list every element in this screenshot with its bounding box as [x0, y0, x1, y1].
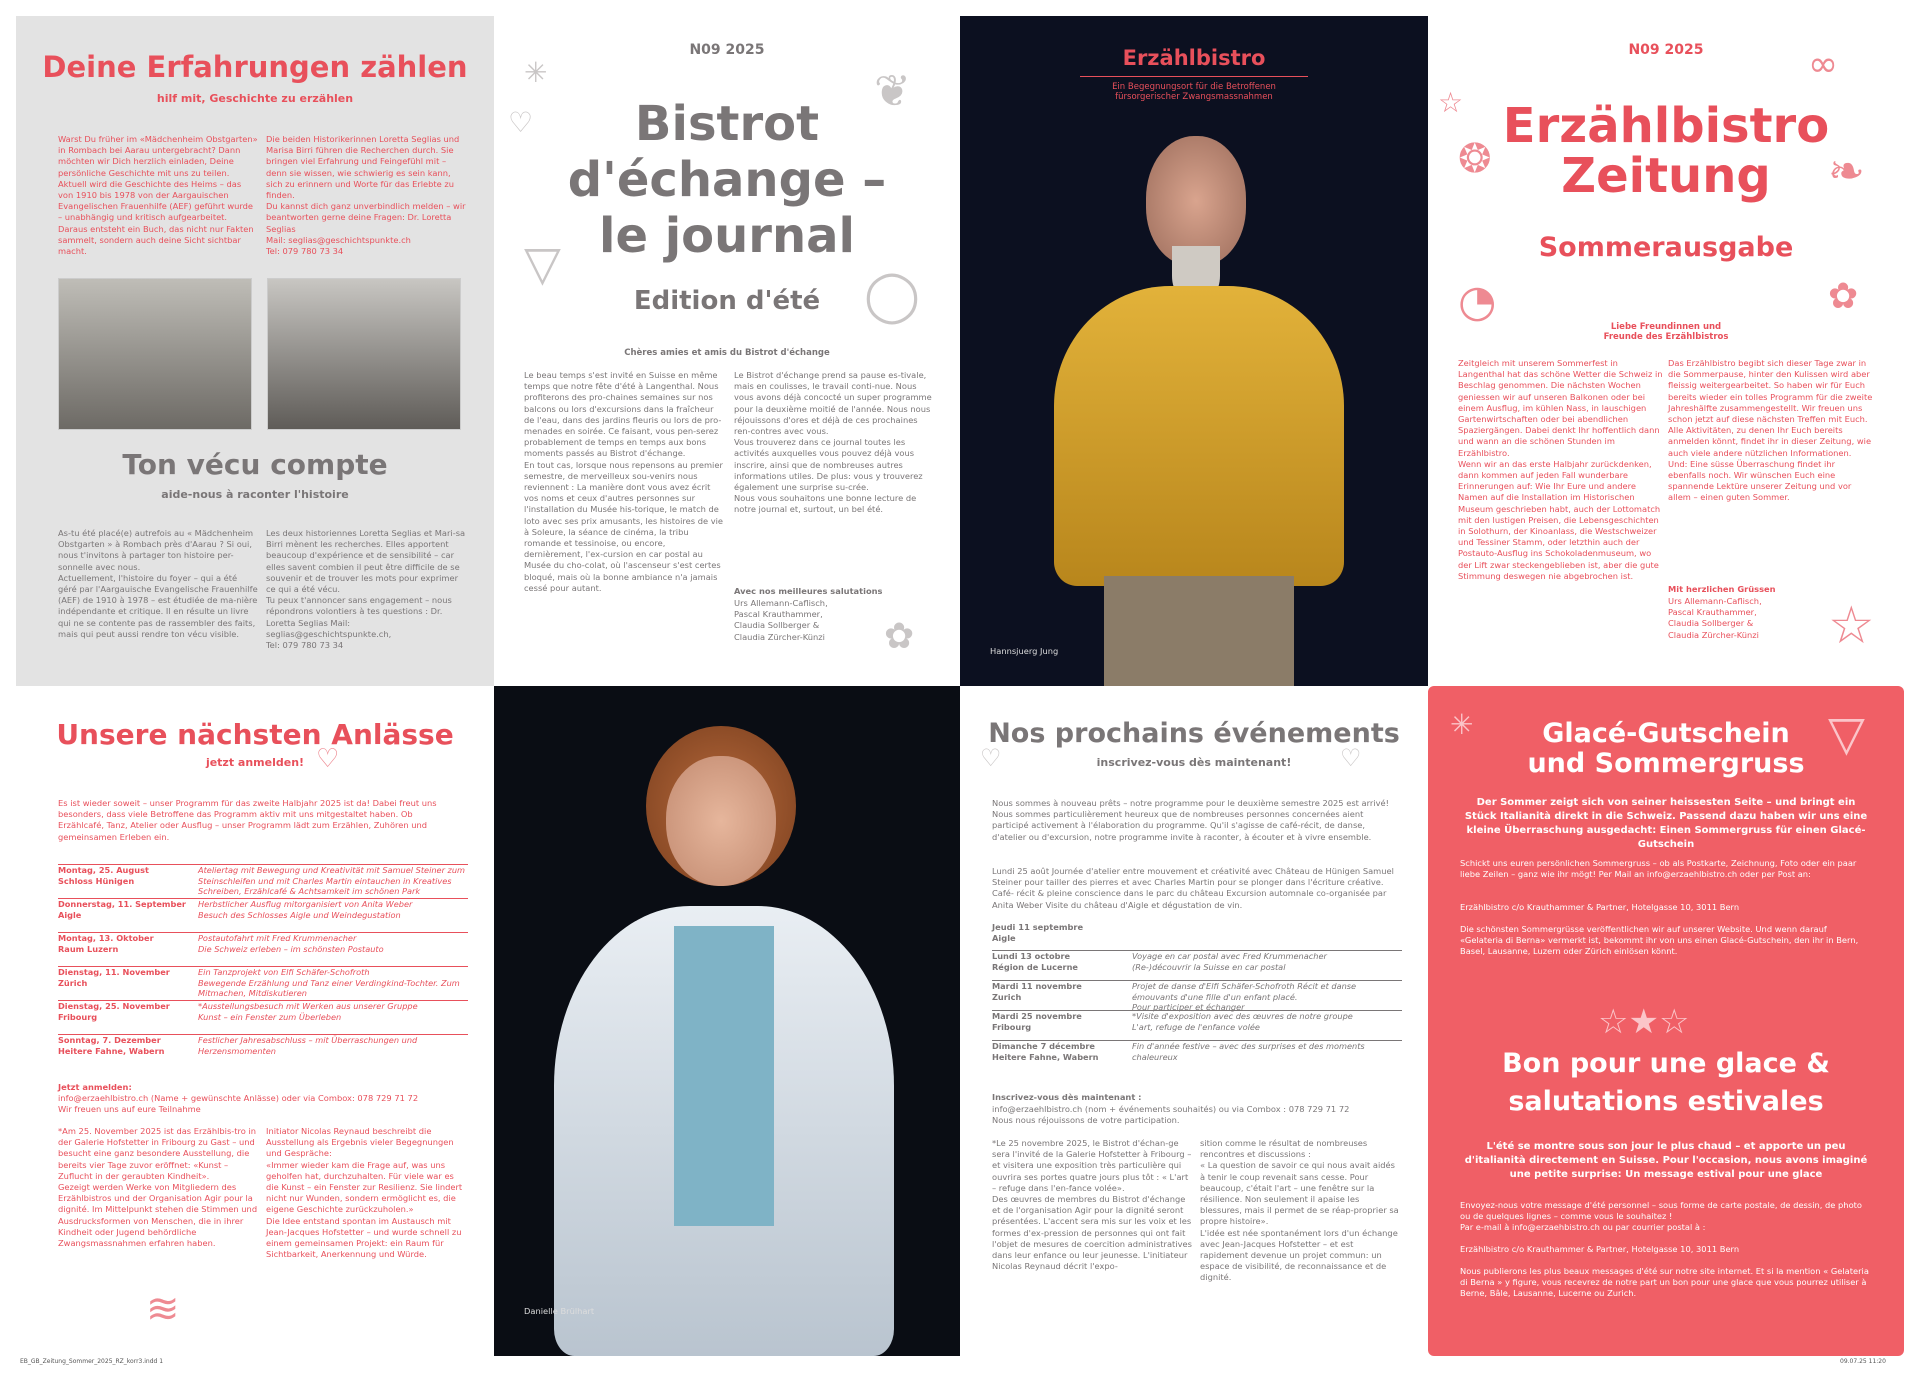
panel-portrait-woman	[494, 686, 960, 1356]
panel-nos-evenements	[960, 686, 1428, 1356]
panel2-sign-head: Avec nos meilleures salutations	[734, 586, 883, 596]
panel4-issue: N09 2025	[1628, 42, 1704, 58]
event-date: Dienstag, 11. November Zürich	[58, 967, 170, 988]
event-date: Dienstag, 25. November Fribourg	[58, 1001, 170, 1022]
panel2-issue: N09 2025	[689, 42, 765, 58]
event-text: Projet de danse d'Elfi Schäfer-Schofroth Récit et danse émouvants d'une fille d'un enfant placé. Pour participer et échanger	[1132, 981, 1357, 1012]
event-row	[992, 950, 1402, 980]
panel8-title-line2: und Sommergruss	[1527, 748, 1805, 779]
panel4-title-line1: Erzählbistro	[1502, 98, 1830, 154]
event-date: Sonntag, 7. Dezember Heitere Fahne, Wabern	[58, 1035, 165, 1056]
panel1-title2: Ton vécu compte	[122, 448, 388, 481]
historic-photo-2	[267, 278, 461, 430]
event-text: Ein Tanzprojekt von Elfi Schäfer-Schofroth Bewegende Erzählung und Tanz einer Verdingkind-Tochter. Zum Mitmachen, Mitdiskutieren	[198, 967, 460, 998]
starfish-small-icon: ☆	[1438, 86, 1464, 119]
event-date: Montag, 25. August Schloss Hünigen	[58, 865, 149, 886]
ice-cream-cone-icon: ▽	[1828, 706, 1865, 762]
panel2-sign: Urs Allemann-Caflisch, Pascal Krauthammer, Claudia Sollberger & Claudia Zürcher-Künzi	[734, 598, 828, 642]
glasses-doodle-icon: ∞	[1808, 44, 1838, 85]
panel1-col1: Warst Du früher im «Mädchenheim Obstgarten» in Rombach bei Aarau untergebracht? Dann möchten wir Dich herzlich einladen, Deine persönliche Geschichte mit uns zu teilen. Aktuell wird die Geschichte des Heims – das von 1910 bis 1978 von der Aargauischen Evangelischen Frauenhilfe (AEF) geführt wurde – unabhängig und kritisch aufgearbeitet. Daraus entsteht ein Buch, das nicht nur Fakten sammelt, sondern auch deine Sicht sichtbar macht.	[58, 134, 258, 257]
event-row	[58, 932, 468, 966]
panel8-p3: Die schönsten Sommergrüsse veröffentlichen wir auf unserer Website. Und wenn darauf «Gelateria di Berna» vermerkt ist, bekommt ihr von uns einen Glacé-Gutschein, den ihr in Bern, Basel, Lausanne, Luzern oder Zürich einlösen könnt.	[1460, 924, 1859, 957]
panel4-col2: Das Erzählbistro begibt sich dieser Tage zwar in die Sommerpause, hinter den Kulissen wird aber fleissig weitergearbeitet. So haben wir für Euch bereits wieder ein tolles Programm für die zweite Jahreshälfte zusammengestellt. Wir freuen uns schon jetzt auf diese nächsten Treffen mit Euch. Alle Aktivitäten, zu denen Ihr Euch bereits anmelden könnt, findet ihr in dieser Zeitung, wie auch viele andere nützlichen Informationen. Und: Eine süsse Überraschung findet ihr ebenfalls noch. Wir wünschen Euch eine spannende Lektüre unserer Zeitung und vor allem – einen guten Sommer.	[1668, 358, 1873, 503]
panel5-col2: Initiator Nicolas Reynaud beschreibt die Ausstellung als Ergebnis vieler Begegnungen und Gespräche: «Immer wieder kam die Frage auf, was uns geholfen hat, durchzuhalten. Für viele war es die Kunst – ein Fenster zur Resilienz. Sie lindert nicht nur Wunden, sondern ermöglicht es, die eigene Geschichte zurückzuholen.» Die Idee entstand spontan im Austausch mit Jean-Jacques Hofstetter – und wurde schnell zu einem gemeinsamen Projekt: ein Raum für Sichtbarkeit, Anerkennung und Würde.	[266, 1126, 463, 1260]
panel8-p4: Envoyez-nous votre message d'été personnel – sous forme de carte postale, de dessin, de photo ou de quelques lignes – comme vous le souhaitez ! Par e-mail à info@erzaehbistro.ch ou par courrier postal à :	[1460, 1200, 1862, 1233]
wave-doodle-icon: ≋	[146, 1286, 180, 1332]
panel4-greeting: Liebe Freundinnen und Freunde des Erzählbistros	[1603, 322, 1729, 342]
shrimp-doodle-icon: ✿	[884, 616, 915, 657]
event-text: Voyage en car postal avec Fred Krummenacher (Re-)découvrir la Suisse en car postal	[1132, 951, 1327, 972]
panel8-p2: Erzählbistro c/o Krauthammer & Partner, Hotelgasse 10, 3011 Bern	[1460, 902, 1740, 912]
panel3-caption: Hannsjuerg Jung	[990, 646, 1059, 656]
event-row	[58, 898, 468, 932]
historic-photo-1	[58, 278, 252, 430]
event-text: Herbstlicher Ausflug mitorganisiert von Anita Weber Besuch des Schlosses Aigle und Weindegustation	[198, 899, 413, 920]
event-date: Donnerstag, 11. September Aigle	[58, 899, 186, 920]
event-row	[992, 1040, 1402, 1070]
panel-glace-gutschein	[1428, 686, 1904, 1356]
panel2-title-line3: le journal	[598, 208, 855, 264]
panel2-edition: Edition d'été	[633, 286, 821, 316]
event-row	[58, 1034, 468, 1068]
panel2-title-line2: d'échange –	[567, 152, 887, 208]
panel1-col3: As-tu été placé(e) autrefois au « Mädchenheim Obstgarten » à Rombach près d'Aarau ? Si oui, nous t'invitons à partager ton histoire per-sonnelle avec nous. Actuellement, l'histoire du foyer – qui a été géré par l'Aargauische Evangelische Frauenhilfe (AEF) de 1910 à 1978 – est étudiée de ma-nière indépendante et critique. Il en résulte un livre qui ne se contente pas de rassembler des faits, mais qui peut aussi rendre ton vécu visible.	[58, 528, 258, 639]
panel5-title: Unsere nächsten Anlässe	[56, 718, 454, 751]
event-text: *Ausstellungsbesuch mit Werken aus unserer Gruppe Kunst – ein Fenster zum Überleben	[198, 1001, 418, 1022]
panel3-title: Erzählbistro	[1122, 46, 1266, 70]
footer-filename: EB_GB_Zeitung_Sommer_2025_RZ_korr3.indd 1	[20, 1358, 164, 1365]
panel4-edition: Sommerausgabe	[1538, 232, 1794, 263]
panel3-subtitle: Ein Begegnungsort für die Betroffenen fürsorgerischer Zwangsmassnahmen	[1112, 82, 1276, 102]
panel4-col1: Zeitgleich mit unserem Sommerfest in Langenthal hat das schöne Wetter die Schweiz in Beschlag genommen. Die nächsten Wochen geniessen wir auf unseren Balkonen oder bei einem Ausflug, im kühlen Nass, in lauschigen Gartenwirtschaften oder bei abendlichen Spaziergängen. Dabei denkt Ihr hoffentlich dann und wann an die schönen Stunden im Erzählbistro. Wenn wir an das erste Halbjahr zurückdenken, dann kommen auf jeden Fall wunderbare Erinnerungen auf: Wie Ihr Eure und andere Namen auf die Installation im Historischen Museum geschrieben habt, auch der Lottomatch mit den lustigen Preisen, die Lebensgeschichten in Solothurn, der Kinoanlass, die Westschweizer und Tessiner Stamm, oder letzthin auch der Postauto-Ausflug ins Schokoladenmuseum, wo der Lift zwar steckengeblieben ist, aber die gute Stimmung deswegen nie abgebrochen ist.	[1458, 358, 1663, 581]
panel8-p1: Schickt uns euren persönlichen Sommergruss – ob als Postkarte, Zeichnung, Foto oder ein paar liebe Zeilen – ganz wie ihr mögt! Per Mail an info@erzaehlbistro.ch oder per Post an:	[1460, 858, 1857, 880]
panel7-col2: sition comme le résultat de nombreuses rencontres et discussions : « La question de savoir ce qui nous avait aidés à tenir le coup revenait sans cesse. Pour beaucoup, c'était l'art – une fenêtre sur la résilience. Non seulement il apaise les blessures, mais il permet de se réap-proprier sa propre histoire». L'idée est née spontanément lors d'un échange avec Jean-Jacques Hofstetter – et est rapidement devenue un projet commun: un espace de visibilité, de reconnaissance et de dignité.	[1200, 1138, 1399, 1283]
panel5-signup-head: Jetzt anmelden:	[58, 1082, 132, 1092]
panel4-sign-head: Mit herzlichen Grüssen	[1668, 584, 1776, 594]
heart-doodle-icon: ♡	[316, 744, 340, 774]
panel4-sign: Urs Allemann-Caflisch, Pascal Krauthammer, Claudia Sollberger & Claudia Zürcher-Künzi	[1668, 596, 1762, 640]
portrait-man-jacket	[1054, 286, 1344, 586]
portrait-woman-top	[674, 926, 774, 1226]
panel7-signup-head: Inscrivez-vous dès maintenant :	[992, 1092, 1142, 1102]
starfish-icon: ☆	[1828, 596, 1875, 656]
event-text: Postautofahrt mit Fred Krummenacher Die Schweiz erleben – im schönsten Postauto	[198, 933, 384, 954]
panel8-lead: Der Sommer zeigt sich von seiner heissesten Seite – und bringt ein Stück Italianità direkt in die Schweiz. Passend dazu haben wir uns eine kleine Überraschung ausgedacht: Einen Sommergruss für einen Glacé-Gutschein	[1464, 797, 1868, 850]
coral-doodle-icon: ❦	[874, 66, 911, 117]
panel5-intro: Es ist wieder soweit – unser Programm für das zweite Halbjahr 2025 ist da! Dabei freut uns besonders, dass viele Betroffene das Programm aktiv mit uns mitgestaltet haben. Ob Erzählcafé, Tanz, Atelier oder Ausflug – unser Programm lädt zum Erzählen, Zuhören und gemeinsamen Erleben ein.	[58, 798, 437, 842]
portrait-woman	[554, 726, 894, 1356]
panel-erzaehlbistro-portrait	[960, 16, 1428, 686]
panel8-p5: Erzählbistro c/o Krauthammer & Partner, Hotelgasse 10, 3011 Bern	[1460, 1244, 1740, 1254]
stars-doodle-icon: ☆★☆	[1598, 1002, 1690, 1042]
panel-unsere-anlaesse	[16, 686, 494, 1356]
panel8-title2-line2: salutations estivales	[1508, 1086, 1824, 1117]
panel1-col4: Les deux historiennes Loretta Seglias et Mari-sa Birri mènent les recherches. Elles apportent beaucoup d'expérience et de sensibilité – car elles savent combien il peut être difficile de se souvenir et de trouver les mots pour exprimer ce qui a été vécu. Tu peux t'annoncer sans engagement – nous répondrons volontiers à tes questions : Dr. Loretta Seglias Mail: seglias@geschichtspunkte.ch, Tel: 079 780 73 34	[266, 528, 466, 651]
orange-slice-doodle-icon: ◔	[1458, 276, 1497, 327]
footer-timestamp: 09.07.25 11:20	[1840, 1358, 1886, 1365]
starburst-icon: ✳	[1450, 708, 1474, 741]
event-row	[58, 1000, 468, 1034]
panel5-col1: *Am 25. November 2025 ist das Erzählbis-tro in der Galerie Hofstetter in Fribourg zu Gast – und besucht eine ganz besondere Ausstellung, die bereits vier Tage zuvor eröffnet: «Kunst – Zuflucht in der geraubten Kindheit». Gezeigt werden Werke von Mitgliedern des Erzählbistros und der Organisation Agir pour la dignité. Im Mittelpunkt stehen die Stimmen und Ausdrucksformen von Menschen, die in ihrer Kindheit oder Jugend behördliche Zwangsmassnahmen erfahren haben.	[58, 1126, 258, 1249]
panel3-rule	[1080, 76, 1308, 77]
portrait-man	[1054, 116, 1344, 686]
event-text: Festlicher Jahresabschluss – mit Überraschungen und Herzensmomenten	[198, 1035, 418, 1056]
event-row	[992, 1010, 1402, 1040]
panel4-title-line2: Zeitung	[1561, 148, 1771, 204]
event-row	[58, 966, 468, 1000]
event-text: *Visite d'exposition avec des œuvres de notre groupe L'art, refuge de l'enfance volée	[1132, 1011, 1353, 1032]
event-date: Montag, 13. Oktober Raum Luzern	[58, 933, 154, 954]
starburst-icon: ✳	[524, 56, 548, 89]
heart-doodle-icon: ♡	[980, 744, 1002, 772]
event-date: Lundi 13 octobre Région de Lucerne	[992, 951, 1078, 972]
panel8-title-line1: Glacé-Gutschein	[1542, 718, 1790, 749]
portrait-woman-face	[666, 756, 776, 886]
event-date: Mardi 11 novembre Zurich	[992, 981, 1082, 1002]
event-row	[58, 864, 468, 898]
panel1-title: Deine Erfahrungen zählen	[42, 50, 468, 84]
panel1-subtitle2: aide-nous à raconter l'histoire	[161, 488, 349, 501]
event-text: Fin d'année festive – avec des surprises et des moments chaleureux	[1132, 1041, 1365, 1062]
panel2-title-line1: Bistrot	[634, 96, 820, 152]
panel8-p6: Nous publierons les plus beaux messages d'été sur notre site internet. Et si la mention « Gelateria di Berna » y figure, vous recevrez de notre part un bon pour une glace que vous pourrez utiliser à Berne, Bâle, Lausanne, Lucerne ou Zurich.	[1460, 1266, 1869, 1299]
panel7-lead: Lundi 25 août Journée d'atelier entre mouvement et créativité avec Château de Hünigen Samuel Steiner pour tailler des pierres et avec Charles Martin pour se plonger dans l'écriture créative. Café- récit & pleine conscience dans le parc du château Excursion automnale co-organisée par Anita Weber Visite du château d'Aigle et dégustation de vin.	[992, 866, 1394, 910]
event-date: Dimanche 7 décembre Heitere Fahne, Wabern	[992, 1041, 1099, 1062]
lemon-doodle-icon: ◯	[864, 266, 920, 324]
event-text: Ateliertag mit Bewegung und Kreativität mit Samuel Steiner zum Steinschleifen und mit Charles Martin eintauchen in Kreatives Schreiben, Erzählcafé & Achtsamkeit im schönen Park	[198, 865, 466, 896]
panel-bistrot-journal	[494, 16, 960, 686]
panel1-col2: Die beiden Historikerinnen Loretta Seglias und Marisa Birri führen die Recherchen durch. Sie bringen viel Erfahrung und Feingefühl mit – denn sie wissen, wie schwierig es sein kann, sich zu erinnern und Worte für das Erlebte zu finden. Du kannst dich ganz unverbindlich melden – wir beantworten gerne deine Fragen: Dr. Loretta Seglias Mail: seglias@geschichtspunkte.ch Tel: 079 780 73 34	[266, 134, 466, 257]
portrait-man-trousers	[1104, 576, 1294, 686]
panel2-col1: Le beau temps s'est invité en Suisse en même temps que notre fête d'été à Langenthal. Nous profiterons des pro-chaines semaines sur nos balcons ou lors d'excursions dans la fraîcheur de l'eau, dans des jardins fleuris ou lors de pro-menades en soirée. Ce faisant, vous pen-serez probablement de temps en temps aux bons moments passés au Bistrot d'échange. En tout cas, lorsque nous repensons au premier semestre, de merveilleux sou-venirs nous reviennent : La manière dont vous avez écrit vos noms et ceux d'autres personnes sur l'installation du Musée his-torique, le match de loto avec ses prix amusants, les histoires de vie à Soleure, la séance de cinéma, la tribu romande et tessinoise, ou encore, dernièrement, l'ex-cursion en car postal au Musée du cho-colat, où l'ascenseur s'est certes bloqué, mais où la bonne ambiance n'a jamais cessé pour autant.	[524, 370, 724, 593]
panel7-lead-date: Jeudi 11 septembre Aigle	[992, 922, 1084, 944]
panel5-signup: info@erzaehlbistro.ch (Name + gewünschte Anlässe) oder via Combox: 078 729 71 72 Wir freuen uns auf eure Teilnahme	[58, 1093, 419, 1115]
heart-doodle-icon: ♡	[508, 106, 534, 139]
panel2-col2: Le Bistrot d'échange prend sa pause es-tivale, mais en coulisses, le travail conti-nue. Nous vous avons déjà concocté un super programme pour la deuxième moitié de l'année. Nous nous réjouissons d'ores et déjà de ces prochaines ren-contres avec vous. Vous trouverez dans ce journal toutes les activités auxquelles vous pouvez déjà vous inscrire, ainsi que de nombreuses autres informations utiles. De plus: vous y trouverez également une surprise su-crée. Nous vous souhaitons une bonne lecture de notre journal et, surtout, un bel été.	[734, 370, 932, 515]
panel7-signup: info@erzaehlbistro.ch (nom + événements souhaités) ou via Combox : 078 729 71 72 Nous nous réjouissons de votre participation.	[992, 1104, 1350, 1126]
panel7-subtitle: inscrivez-vous dès maintenant!	[1096, 756, 1292, 769]
panel7-col1: *Le 25 novembre 2025, le Bistrot d'échan-ge sera l'invité de la Galerie Hofstetter à Fribourg – et visitera une exposition très particulière qui ouvrira ses portes quatre jours plus tôt : « L'art – refuge dans l'en-fance volée». Des œuvres de membres du Bistrot d'échange et de l'organisation Agir pour la dignité seront présentées. L'accent sera mis sur les voix et les formes d'ex-pression de personnes qui ont fait l'objet de mesures de coercition administratives dans leur enfance ou leur jeunesse. L'initiateur Nicolas Reynaud décrit l'expo-	[992, 1138, 1192, 1272]
sea-shell-doodle-icon: ❧	[1828, 146, 1865, 197]
panel8-lead2: L'été se montre sous son jour le plus chaud – et apporte un peu d'italianità directement en Suisse. Pour l'occasion, nous avons imaginé une petite surprise: Un message estival pour une glace	[1464, 1141, 1868, 1180]
event-row	[992, 980, 1402, 1010]
panel6-caption: Danielle Brülhart	[524, 1306, 595, 1316]
heart-doodle-icon-2: ♡	[1340, 744, 1362, 772]
panel8-title2-line1: Bon pour une glace &	[1502, 1048, 1830, 1079]
event-date: Mardi 25 novembre Fribourg	[992, 1011, 1082, 1032]
panel-erzaehlbistro-zeitung	[1428, 16, 1904, 686]
panel1-subtitle: hilf mit, Geschichte zu erzählen	[156, 92, 354, 105]
panel7-title: Nos prochains événements	[988, 718, 1400, 749]
panel-deine-erfahrungen	[16, 16, 494, 686]
shell-doodle-icon: ❂	[1458, 136, 1492, 182]
flower-doodle-icon: ✿	[1828, 276, 1859, 317]
panel2-greeting: Chères amies et amis du Bistrot d'échange	[624, 348, 830, 358]
panel7-intro: Nous sommes à nouveau prêts – notre programme pour le deuxième semestre 2025 est arrivé! Nous sommes particulièrement heureux que de nombreuses personnes concernées aient participé activement à l'élaboration du programme. Qu'il s'agisse de café-récit, de danse, d'atelier ou d'excursion, notre programme invite à raconter, à écouter et à vivre ensemble.	[992, 798, 1389, 842]
panel5-subtitle: jetzt anmelden!	[205, 756, 305, 769]
ice-cream-doodle-icon: ▽	[524, 236, 561, 292]
